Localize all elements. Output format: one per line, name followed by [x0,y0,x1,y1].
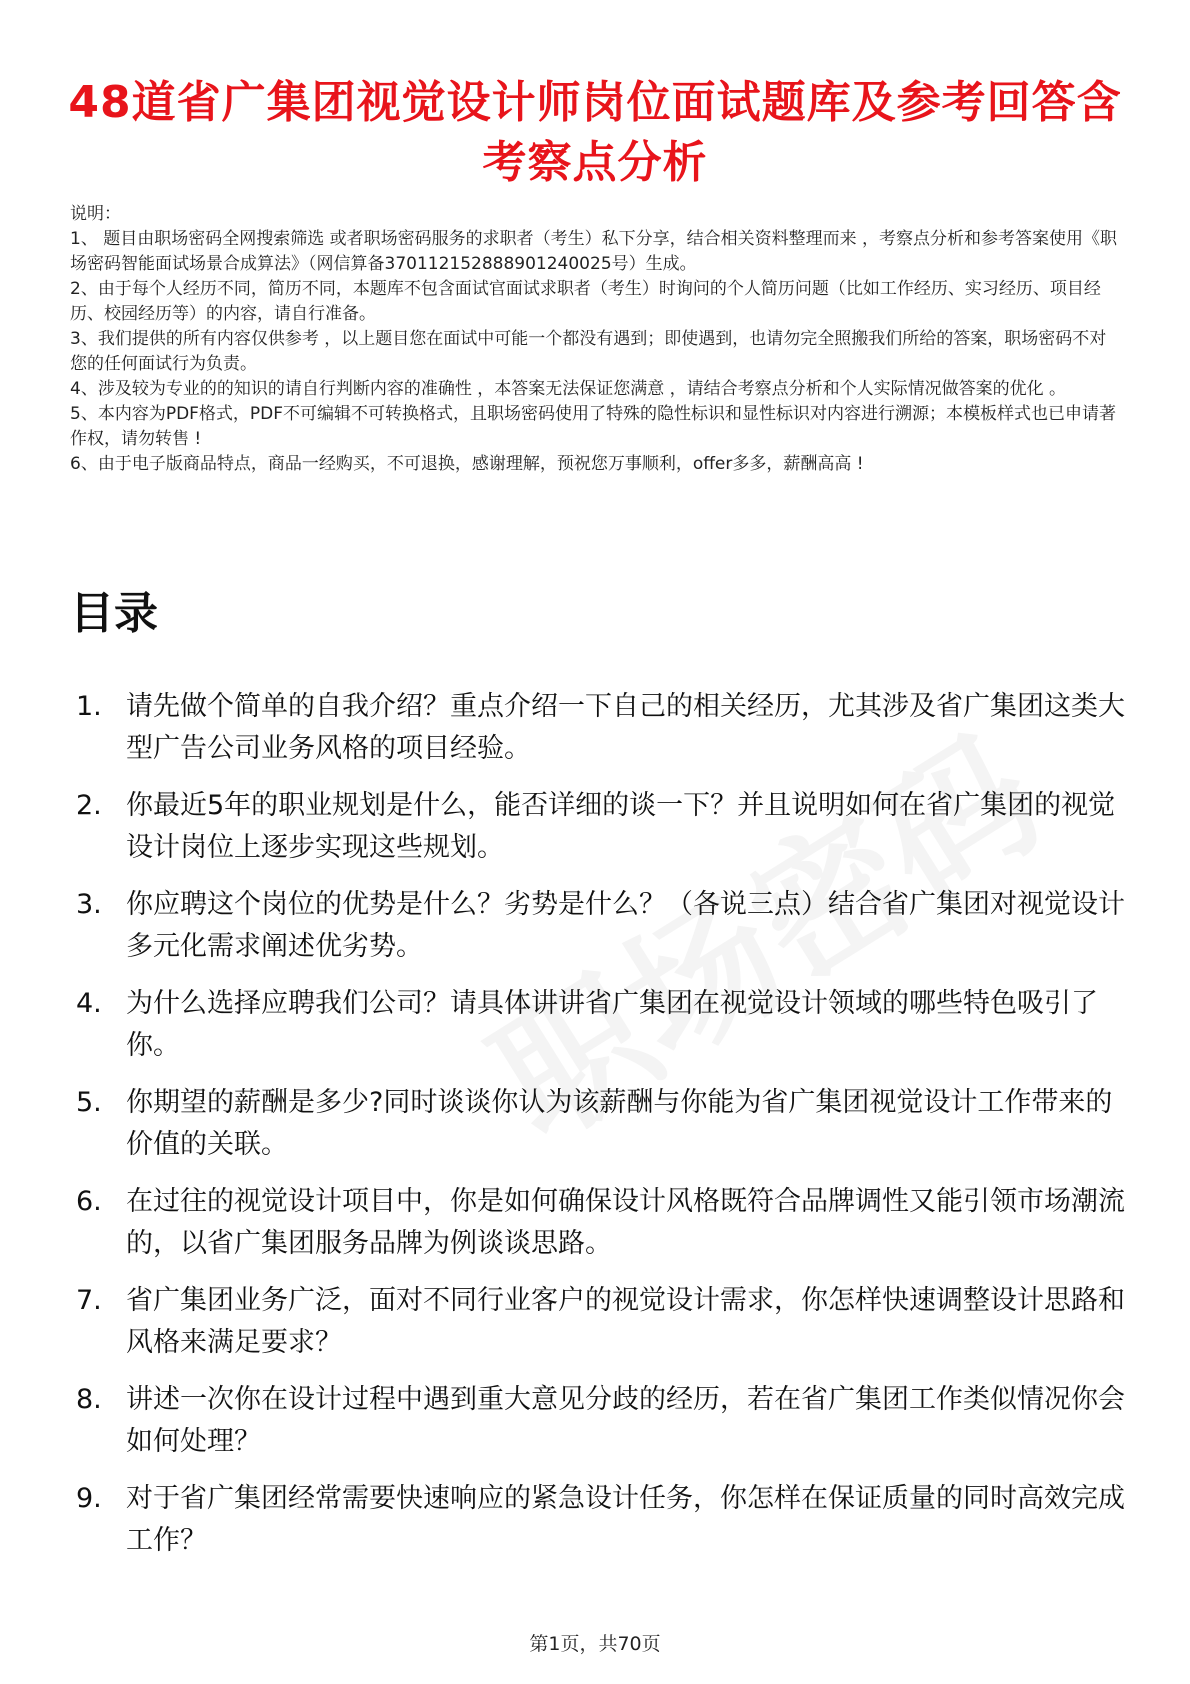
toc-item[interactable] [70,983,1130,1067]
toc-item-text: 讲述一次你在设计过程中遇到重大意见分歧的经历，若在省广集团工作类似情况你会如何处理？ [126,1384,1125,1457]
toc-item-number: 5. [76,1087,102,1118]
notes-item: 2、由于每个人经历不同，简历不同，本题库不包含面试官面试求职者（考生）时询问的个人简历问题（比如工作经历、实习经历、项目经历、校园经历等）的内容，请自行准备。 [70,279,1101,324]
toc-item-number: 4. [76,988,102,1019]
toc-item[interactable] [70,785,1130,869]
document-title: 48道省广集团视觉设计师岗位面试题库及参考回答含考察点分析 [68,77,1122,189]
toc-list [70,686,1130,1577]
toc-item-text: 请先做个简单的自我介绍？重点介绍一下自己的相关经历，尤其涉及省广集团这类大型广告公司业务风格的项目经验。 [126,691,1125,764]
toc-item-text: 你应聘这个岗位的优势是什么？劣势是什么？（各说三点）结合省广集团对视觉设计多元化需求阐述优劣势。 [126,889,1125,962]
toc-item[interactable] [70,884,1130,968]
toc-item-number: 9. [76,1483,102,1514]
toc-item-text: 你最近5年的职业规划是什么，能否详细的谈一下？并且说明如何在省广集团的视觉设计岗位上逐步实现这些规划。 [126,790,1116,863]
page-footer: 第1页，共70页 [529,1633,661,1655]
toc-item[interactable] [70,1082,1130,1166]
toc-item-text: 对于省广集团经常需要快速响应的紧急设计任务，你怎样在保证质量的同时高效完成工作？ [126,1483,1125,1556]
toc-heading: 目录 [70,588,158,639]
notes-section [70,202,1120,477]
notes-heading: 说明： [70,204,121,224]
toc-item-number: 6. [76,1186,102,1217]
toc-item-number: 8. [76,1384,102,1415]
toc-item-number: 2. [76,790,102,821]
toc-item[interactable] [70,686,1130,770]
notes-item: 4、涉及较为专业的的知识的请自行判断内容的准确性 ，本答案无法保证您满意 ，请结合考察点分析和个人实际情况做答案的优化 。 [70,379,1067,399]
notes-item: 1、 题目由职场密码全网搜索筛选 或者职场密码服务的求职者（考生）私下分享，结合相关资料整理而来 ，考察点分析和参考答案使用《职场密码智能面试场景合成算法》（网信算备370112152888901240025号）生成。 [70,229,1118,274]
toc-item-text: 你期望的薪酬是多少?同时谈谈你认为该薪酬与你能为省广集团视觉设计工作带来的价值的关联。 [126,1087,1113,1160]
toc-item-number: 1. [76,691,102,722]
toc-item[interactable] [70,1280,1130,1364]
toc-item-number: 3. [76,889,102,920]
toc-item-text: 为什么选择应聘我们公司？请具体讲讲省广集团在视觉设计领域的哪些特色吸引了你。 [126,988,1098,1061]
toc-item[interactable] [70,1478,1130,1562]
toc-item-text: 省广集团业务广泛，面对不同行业客户的视觉设计需求，你怎样快速调整设计思路和风格来满足要求？ [126,1285,1125,1358]
toc-item-text: 在过往的视觉设计项目中，你是如何确保设计风格既符合品牌调性又能引领市场潮流的，以省广集团服务品牌为例谈谈思路。 [126,1186,1125,1259]
toc-item-number: 7. [76,1285,102,1316]
toc-item[interactable] [70,1379,1130,1463]
toc-item[interactable] [70,1181,1130,1265]
notes-item: 6、由于电子版商品特点，商品一经购买，不可退换，感谢理解，预祝您万事顺利，offer多多，薪酬高高 ! [70,454,864,474]
notes-item: 5、本内容为PDF格式，PDF不可编辑不可转换格式，且职场密码使用了特殊的隐性标识和显性标识对内容进行溯源；本模板样式也已申请著作权，请勿转售 ! [70,404,1117,449]
notes-item: 3、我们提供的所有内容仅供参考 ，以上题目您在面试中可能一个都没有遇到；即使遇到，也请勿完全照搬我们所给的答案，职场密码不对您的任何面试行为负责。 [70,329,1107,374]
